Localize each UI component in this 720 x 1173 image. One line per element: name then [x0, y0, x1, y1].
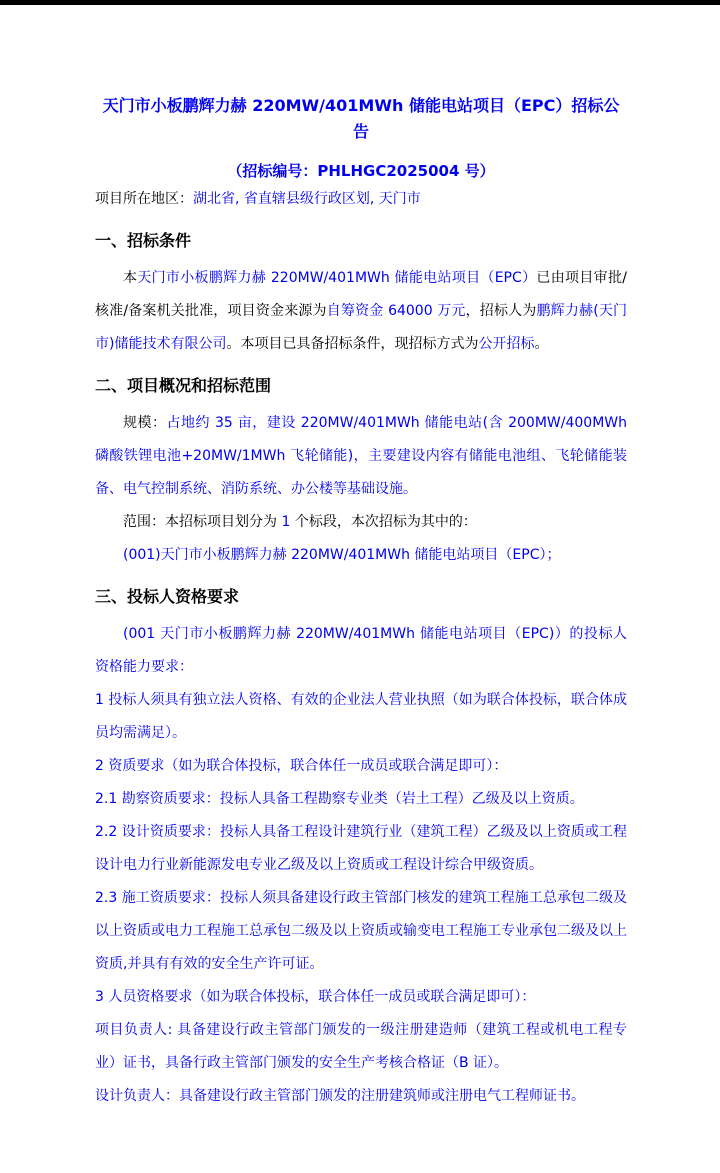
text-segment: 个标段，本次招标为其中的：: [290, 514, 477, 530]
qualification-item-3: 3 人员资格要求（如为联合体投标，联合体任一成员或联合满足即可）：: [95, 989, 536, 1005]
qualification-item-2-1: 2.1 勘察资质要求：投标人具备工程勘察专业类（岩土工程）乙级及以上资质。: [95, 791, 584, 807]
design-manager-requirement: 设计负责人：具备建设行政主管部门颁发的注册建筑师或注册电气工程师证书。: [95, 1088, 585, 1104]
qualification-intro-line: (001 天门市小板鹏辉力赫 220MW/401MWh 储能电站项目（EPC)）的投标人资格能力要求：: [95, 626, 627, 675]
document-page: [0, 93, 720, 1173]
project-scale-paragraph: [95, 407, 627, 506]
location-value: 湖北省, 省直辖县级行政区划, 天门市: [193, 191, 421, 207]
tender-number-subtitle: （招标编号：PHLHGC2025004 号）: [227, 162, 495, 180]
text-segment: 。: [534, 336, 549, 352]
project-location-line: [95, 183, 627, 216]
text-segment: 范围：本招标项目划分为: [123, 514, 282, 530]
section3-heading: 三、投标人资格要求: [95, 587, 240, 606]
tender-method-text: 公开招标: [478, 336, 535, 352]
project-name-text: 天门市小板鹏辉力赫 220MW/401MWh 储能电站项目（EPC）: [137, 270, 537, 286]
scale-value: 占地约 35 亩，建设 220MW/401MWh 储能电站(含 200MW/400MWh 磷酸铁锂电池+20MW/1MWh 飞轮储能)，主要建设内容有储能电池组、飞轮储能装备、电气控制系统、消防系统、办公楼等基础设施。: [95, 415, 627, 497]
lot-count-text: 1: [281, 514, 291, 530]
page-top-border: [0, 0, 720, 5]
tender-scope-line: [95, 506, 627, 539]
funding-source-text: 自筹资金 64000 万元: [326, 303, 466, 319]
text-segment: 。本项目已具备招标条件，现招标方式为: [226, 336, 479, 352]
section1-heading: 一、招标条件: [95, 231, 192, 250]
project-manager-requirement: 项目负责人: 具备建设行政主管部门颁发的一级注册建造师（建筑工程或机电工程专业）证书，具备行政主管部门颁发的安全生产考核合格证（B 证）。: [95, 1022, 627, 1071]
text-segment: 本: [123, 270, 138, 286]
tenderer-name-text: 鹏辉力赫(天门市)储能技术有限公司: [95, 303, 628, 352]
scale-label: 规模：: [123, 415, 167, 431]
lot-001-line: (001)天门市小板鹏辉力赫 220MW/401MWh 储能电站项目（EPC）；: [123, 547, 561, 563]
section1-paragraph: [95, 262, 627, 361]
location-label: 项目所在地区：: [95, 191, 193, 207]
document-title: 天门市小板鹏辉力赫 220MW/401MWh 储能电站项目（EPC）招标公告: [102, 96, 620, 141]
qualification-item-2-3: 2.3 施工资质要求：投标人须具备建设行政主管部门核发的建筑工程施工总承包二级及以上资质或电力工程施工总承包二级及以上资质或输变电工程施工专业承包二级及以上资质,并具有有效的安全生产许可证。: [95, 890, 627, 972]
text-segment: ，招标人为: [465, 303, 537, 319]
section2-heading: 二、项目概况和招标范围: [95, 376, 272, 395]
qualification-item-1: 1 投标人须具有独立法人资格、有效的企业法人营业执照（如为联合体投标，联合体成员均需满足）。: [95, 692, 627, 741]
qualification-item-2-2: 2.2 设计资质要求：投标人具备工程设计建筑行业（建筑工程）乙级及以上资质或工程设计电力行业新能源发电专业乙级及以上资质或工程设计综合甲级资质。: [95, 824, 627, 873]
text-segment: 已由项目审批/核准/备案机关批准，项目资金来源为: [95, 270, 627, 319]
qualification-item-2: 2 资质要求（如为联合体投标，联合体任一成员或联合满足即可）：: [95, 758, 508, 774]
